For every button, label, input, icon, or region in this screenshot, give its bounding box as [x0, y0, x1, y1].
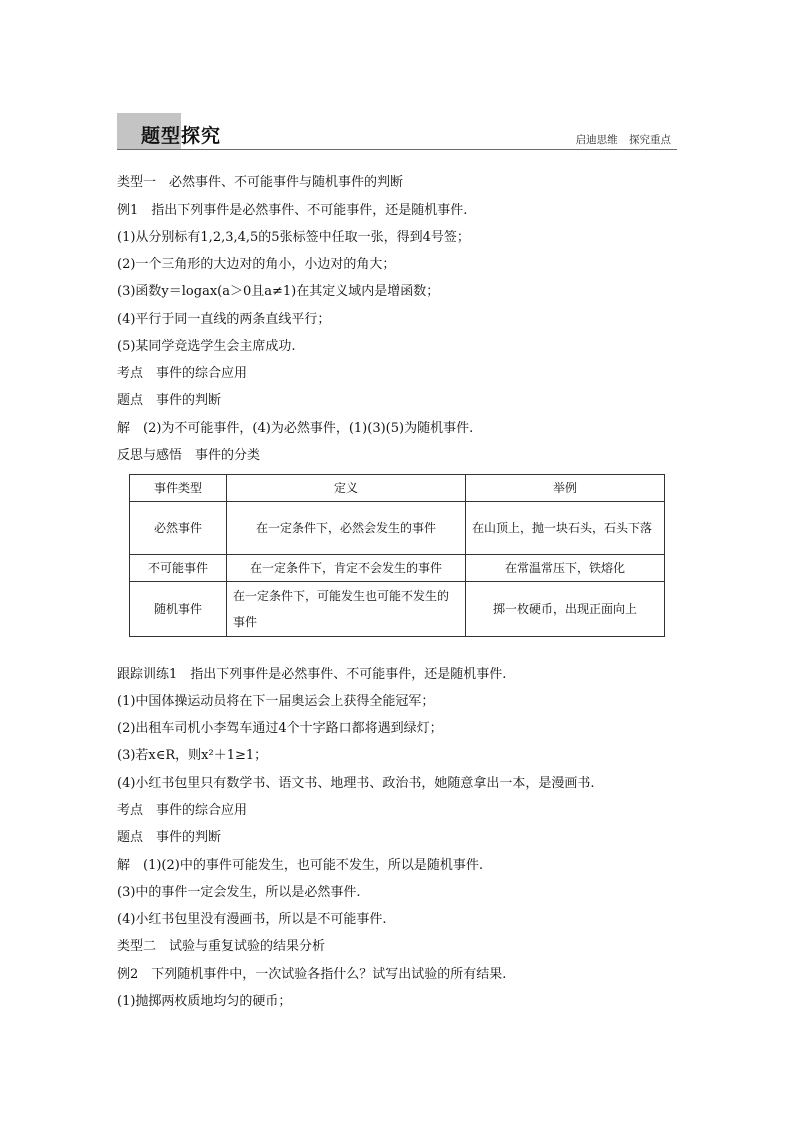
- event-classification-table: [129, 474, 665, 637]
- example-1-tidian: 题点 事件的判断: [117, 393, 222, 408]
- follow-up-1-tidian: 题点 事件的判断: [117, 830, 222, 845]
- table-header-row: [130, 475, 665, 502]
- table-cell: 必然事件: [130, 502, 227, 555]
- table-cell: 掷一枚硬币，出现正面向上: [466, 582, 665, 637]
- reflection-heading: 反思与感悟 事件的分类: [117, 448, 261, 463]
- follow-up-1-solution-2: (3)中的事件一定会发生，所以是必然事件.: [117, 885, 361, 900]
- header-rule: [117, 149, 677, 150]
- type-one-heading: 类型一 必然事件、不可能事件与随机事件的判断: [117, 175, 404, 190]
- example-1-item-2: (2)一个三角形的大边对的角小，小边对的角大；: [117, 257, 396, 272]
- table-header-cell: 事件类型: [130, 475, 227, 502]
- example-2-item-1: (1)抛掷两枚质地均匀的硬币；: [117, 994, 292, 1009]
- table-cell: 在常温常压下，铁熔化: [466, 555, 665, 582]
- table-cell: 随机事件: [130, 582, 227, 637]
- follow-up-1-item-1: (1)中国体操运动员将在下一届奥运会上获得全能冠军；: [117, 694, 435, 709]
- section-header: [117, 113, 677, 151]
- table-row: [130, 582, 665, 637]
- follow-up-1-prompt: 跟踪训练1 指出下列事件是必然事件、不可能事件，还是随机事件.: [117, 667, 507, 682]
- example-1-item-5: (5)某同学竞选学生会主席成功.: [117, 339, 296, 354]
- follow-up-1-item-2: (2)出租车司机小李驾车通过4个十字路口都将遇到绿灯；: [117, 721, 443, 736]
- table-header-cell: 定义: [227, 475, 466, 502]
- example-1-item-4: (4)平行于同一直线的两条直线平行；: [117, 312, 331, 327]
- follow-up-1-kaodian: 考点 事件的综合应用: [117, 803, 248, 818]
- example-1-item-3: (3)函数y＝logax(a＞0且a≠1)在其定义域内是增函数；: [117, 284, 440, 299]
- table-cell: 在一定条件下，肯定不会发生的事件: [227, 555, 466, 582]
- type-two-heading: 类型二 试验与重复试验的结果分析: [117, 939, 326, 954]
- example-1-item-1: (1)从分别标有1,2,3,4,5的5张标签中任取一张，得到4号签；: [117, 230, 470, 245]
- follow-up-1-item-4: (4)小红书包里只有数学书、语文书、地理书、政治书，她随意拿出一本，是漫画书.: [117, 776, 595, 791]
- table-row: [130, 502, 665, 555]
- example-2-prompt: 例2 下列随机事件中，一次试验各指什么？试写出试验的所有结果.: [117, 967, 507, 982]
- table-cell: 在山顶上，抛一块石头，石头下落: [466, 502, 665, 555]
- example-1-kaodian: 考点 事件的综合应用: [117, 366, 248, 381]
- table-row: [130, 555, 665, 582]
- example-1-prompt: 例1 指出下列事件是必然事件、不可能事件，还是随机事件.: [117, 203, 468, 218]
- follow-up-1-item-3: (3)若x∈R，则x²＋1≥1；: [117, 748, 268, 763]
- table-cell: 在一定条件下，可能发生也可能不发生的事件: [227, 582, 466, 637]
- table-header-cell: 举例: [466, 475, 665, 502]
- table-cell: 不可能事件: [130, 555, 227, 582]
- section-title: 题型探究: [141, 125, 222, 147]
- table-cell: 在一定条件下，必然会发生的事件: [227, 502, 466, 555]
- follow-up-1-solution-3: (4)小红书包里没有漫画书，所以是不可能事件.: [117, 912, 387, 927]
- follow-up-1-solution-1: 解 (1)(2)中的事件可能发生，也可能不发生，所以是随机事件.: [117, 858, 483, 873]
- header-subtitle: 启迪思维 探究重点: [575, 134, 671, 146]
- example-1-solution: 解 (2)为不可能事件，(4)为必然事件，(1)(3)(5)为随机事件.: [117, 421, 474, 436]
